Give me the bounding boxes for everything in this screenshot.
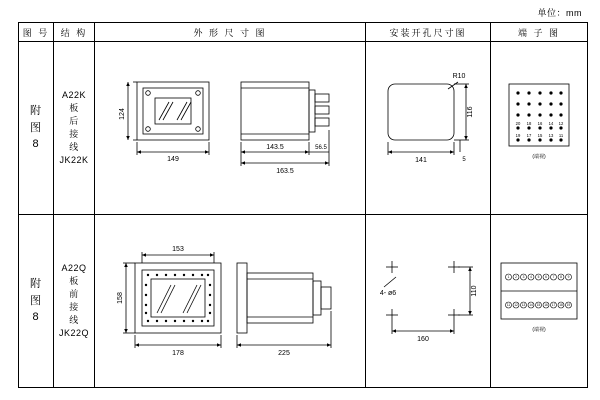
row2-fig-char-3: 8 [32, 311, 40, 324]
row1-screw-br [196, 127, 201, 132]
row1-fig-char-3: 8 [32, 138, 40, 151]
row2-struct-line-1: 板 [69, 275, 79, 286]
row2-term-bot-3: 13 [521, 303, 526, 308]
table-row [19, 42, 588, 215]
row1-term-label-18: 18 [526, 121, 532, 126]
row1-dim-depth-top-text: 143.5 [266, 144, 284, 151]
row2-mounting-svg [366, 215, 490, 387]
row1-screw-bl [146, 127, 151, 132]
row2-hole-bl [386, 309, 398, 321]
row2-hole-leader [384, 277, 396, 287]
row2-front-dots [145, 274, 211, 322]
row1-dim-d2-arrow-r [325, 161, 329, 165]
row2-mount-height-text: 110 [471, 285, 478, 297]
row2-term-bot-8: 18 [559, 303, 563, 308]
row2-term-bot-2: 12 [514, 303, 518, 308]
row1-mount-dim-h-arrow-top [464, 84, 468, 88]
row2-dim-153-arrow-l [142, 253, 146, 257]
row2-struct-line-5: JK22Q [58, 328, 89, 339]
row1-fig-char-1: 附 [30, 105, 42, 118]
row2-side-cap1 [313, 281, 321, 315]
row2-struct-line-3: 接 [69, 302, 79, 312]
row1-dim-d1-arrow-r [305, 150, 309, 154]
row1-side-body [241, 82, 309, 140]
row1-struct-line-3: 接 [69, 129, 79, 139]
row1-term-label-17: 17 [526, 133, 532, 138]
row1-struct-line-5: JK22K [59, 155, 89, 166]
row2-struct-line-4: 线 [69, 315, 79, 326]
row2-term-bot-1: 11 [506, 303, 511, 308]
table-header-row [19, 23, 588, 42]
header-structure: 结 构 [54, 23, 95, 42]
row2-dim-178-arrow-r [217, 343, 221, 347]
row2-mounting-drawing [366, 215, 491, 388]
row1-dim-width-text: 149 [167, 156, 179, 163]
row1-side-term-2 [315, 106, 329, 114]
specification-table [18, 22, 588, 388]
unit-label: 单位：mm [537, 8, 582, 18]
row2-term-top-2: 2 [515, 275, 517, 280]
row1-hatch-2 [163, 102, 173, 120]
row2-term-top-1: 1 [507, 275, 510, 280]
row1-mount-width-text: 141 [415, 157, 427, 164]
row1-side-term-3 [315, 118, 329, 126]
row2-structure [54, 215, 95, 388]
row2-hatch-2 [161, 285, 175, 313]
row2-hole-spec-text: 4- ø6 [379, 290, 397, 297]
row2-fig-char-2: 图 [30, 294, 42, 307]
row1-term-label-20: 20 [515, 121, 521, 126]
header-terminal-diagram: 端 子 图 [491, 23, 588, 42]
row1-hatch-4 [181, 102, 191, 120]
row1-dim-d1-arrow-l [241, 150, 245, 154]
row2-term-bot-7: 17 [551, 303, 556, 308]
row1-term-label-15: 15 [537, 133, 543, 138]
row1-terminal-svg [491, 42, 587, 214]
row2-mount-width-text: 160 [417, 336, 429, 343]
row2-dim-225-arrow-l [237, 343, 241, 347]
row1-mount-cutout [388, 84, 454, 140]
row1-dim-height-text: 124 [119, 108, 126, 120]
row1-mount-height-text: 116 [467, 106, 474, 118]
row2-dim-178-arrow-l [135, 343, 139, 347]
row1-mounting-drawing [366, 42, 491, 215]
row1-dim-h-arrow-top [126, 82, 130, 86]
row2-term-top-4: 4 [530, 275, 532, 280]
row2-hatch-4 [187, 285, 201, 313]
row2-dim-158-arrow-bot [124, 329, 128, 333]
row1-front-inner [143, 88, 203, 134]
row1-mount-dim-w-arrow-r [450, 150, 454, 154]
row2-figure-number [19, 215, 54, 388]
row1-hatch-1 [159, 102, 169, 120]
row2-dim-depth-text: 225 [278, 350, 290, 357]
row1-dim-tail-text: 56.5 [315, 145, 327, 151]
header-figure-number: 图 号 [19, 23, 54, 42]
row1-dim-h-arrow-bot [126, 136, 130, 140]
row2-side-cap2 [321, 287, 331, 309]
row1-figure-number [19, 42, 54, 215]
row1-term-label-12: 12 [558, 121, 564, 126]
row2-outline-svg [95, 215, 365, 387]
row2-mount-dim-h-arrow-top [468, 267, 472, 271]
row1-term-label-13: 13 [548, 133, 554, 138]
row1-term-label-19: 19 [515, 133, 521, 138]
row2-mount-dim-h-arrow-bot [468, 311, 472, 315]
row2-term-top-3: 3 [522, 275, 525, 280]
row2-dim-153-arrow-r [210, 253, 214, 257]
row1-screw-tr [196, 91, 201, 96]
row1-terminal-drawing [491, 42, 588, 215]
row2-dim-inner-width-text: 153 [172, 246, 184, 253]
row2-mount-dim-w-arrow-r [450, 329, 454, 333]
row2-dim-158-arrow-top [124, 263, 128, 267]
row1-fig-char-2: 图 [30, 121, 42, 134]
row1-struct-line-4: 线 [69, 142, 79, 153]
row2-term-top-6: 6 [545, 275, 547, 280]
row1-terminal-note: (端视) [532, 154, 546, 160]
row1-mount-slot-text: 5 [462, 157, 466, 163]
row1-struct-line-0: A22K [61, 89, 87, 100]
row1-dim-d2-arrow-l [241, 161, 245, 165]
row1-mounting-svg [366, 42, 490, 214]
row1-outline-svg [95, 42, 365, 214]
row2-hatch-1 [157, 285, 171, 313]
row2-dim-225-arrow-r [327, 343, 331, 347]
row1-term-label-11: 11 [558, 133, 564, 138]
row1-side-flange [309, 90, 315, 132]
row1-mount-dim-w-arrow-l [388, 150, 392, 154]
row2-term-bot-4: 14 [529, 303, 533, 308]
row1-term-label-16: 16 [537, 121, 543, 126]
row2-side-plate [237, 263, 247, 333]
header-mounting-hole: 安装开孔尺寸图 [366, 23, 491, 42]
row2-front-inner [142, 270, 214, 326]
row2-term-bot-5: 15 [536, 303, 541, 308]
row2-term-bot-9: 19 [566, 303, 571, 308]
row1-mount-radius-text: R10 [452, 73, 466, 80]
row1-hatch-3 [177, 102, 187, 120]
row1-term-label-14: 14 [548, 121, 554, 126]
row1-screw-tl [146, 91, 151, 96]
row2-fig-char-1: 附 [30, 278, 42, 291]
row2-front-outer [135, 263, 221, 333]
row1-outline-drawing [95, 42, 366, 215]
row2-dim-outer-width-text: 178 [172, 350, 184, 357]
row2-term-top-5: 5 [537, 275, 540, 280]
table-header [19, 23, 588, 42]
row2-hatch-3 [183, 285, 197, 313]
row1-side-term-1 [315, 94, 329, 102]
row1-mount-dim-h-arrow-bot [464, 136, 468, 140]
row1-dim-w-arrow-l [137, 150, 141, 154]
row2-term-bot-6: 16 [544, 303, 548, 308]
row2-term-top-8: 8 [560, 275, 562, 280]
row2-dim-height-text: 158 [117, 292, 124, 304]
row2-front-window [151, 279, 205, 317]
row1-dim-depth-bottom-text: 163.5 [276, 168, 294, 175]
row2-terminal-note: (端视) [532, 327, 546, 333]
table-body [19, 42, 588, 388]
row2-term-top-9: 9 [567, 275, 570, 280]
row2-terminal-svg [491, 215, 587, 387]
row1-structure [54, 42, 95, 215]
row2-outline-drawing [95, 215, 366, 388]
row2-terminal-drawing [491, 215, 588, 388]
row2-hole-tl [386, 261, 398, 273]
row2-term-top-7: 7 [552, 275, 555, 280]
row1-struct-line-1: 板 [69, 102, 79, 113]
row1-struct-line-2: 后 [69, 115, 79, 126]
table-row [19, 215, 588, 388]
row2-struct-line-2: 前 [69, 288, 79, 299]
row2-struct-line-0: A22Q [61, 262, 87, 273]
header-outline-dimension: 外 形 尺 寸 图 [95, 23, 366, 42]
row2-side-body [247, 273, 313, 323]
row1-dim-w-arrow-r [205, 150, 209, 154]
row2-mount-dim-w-arrow-l [392, 329, 396, 333]
